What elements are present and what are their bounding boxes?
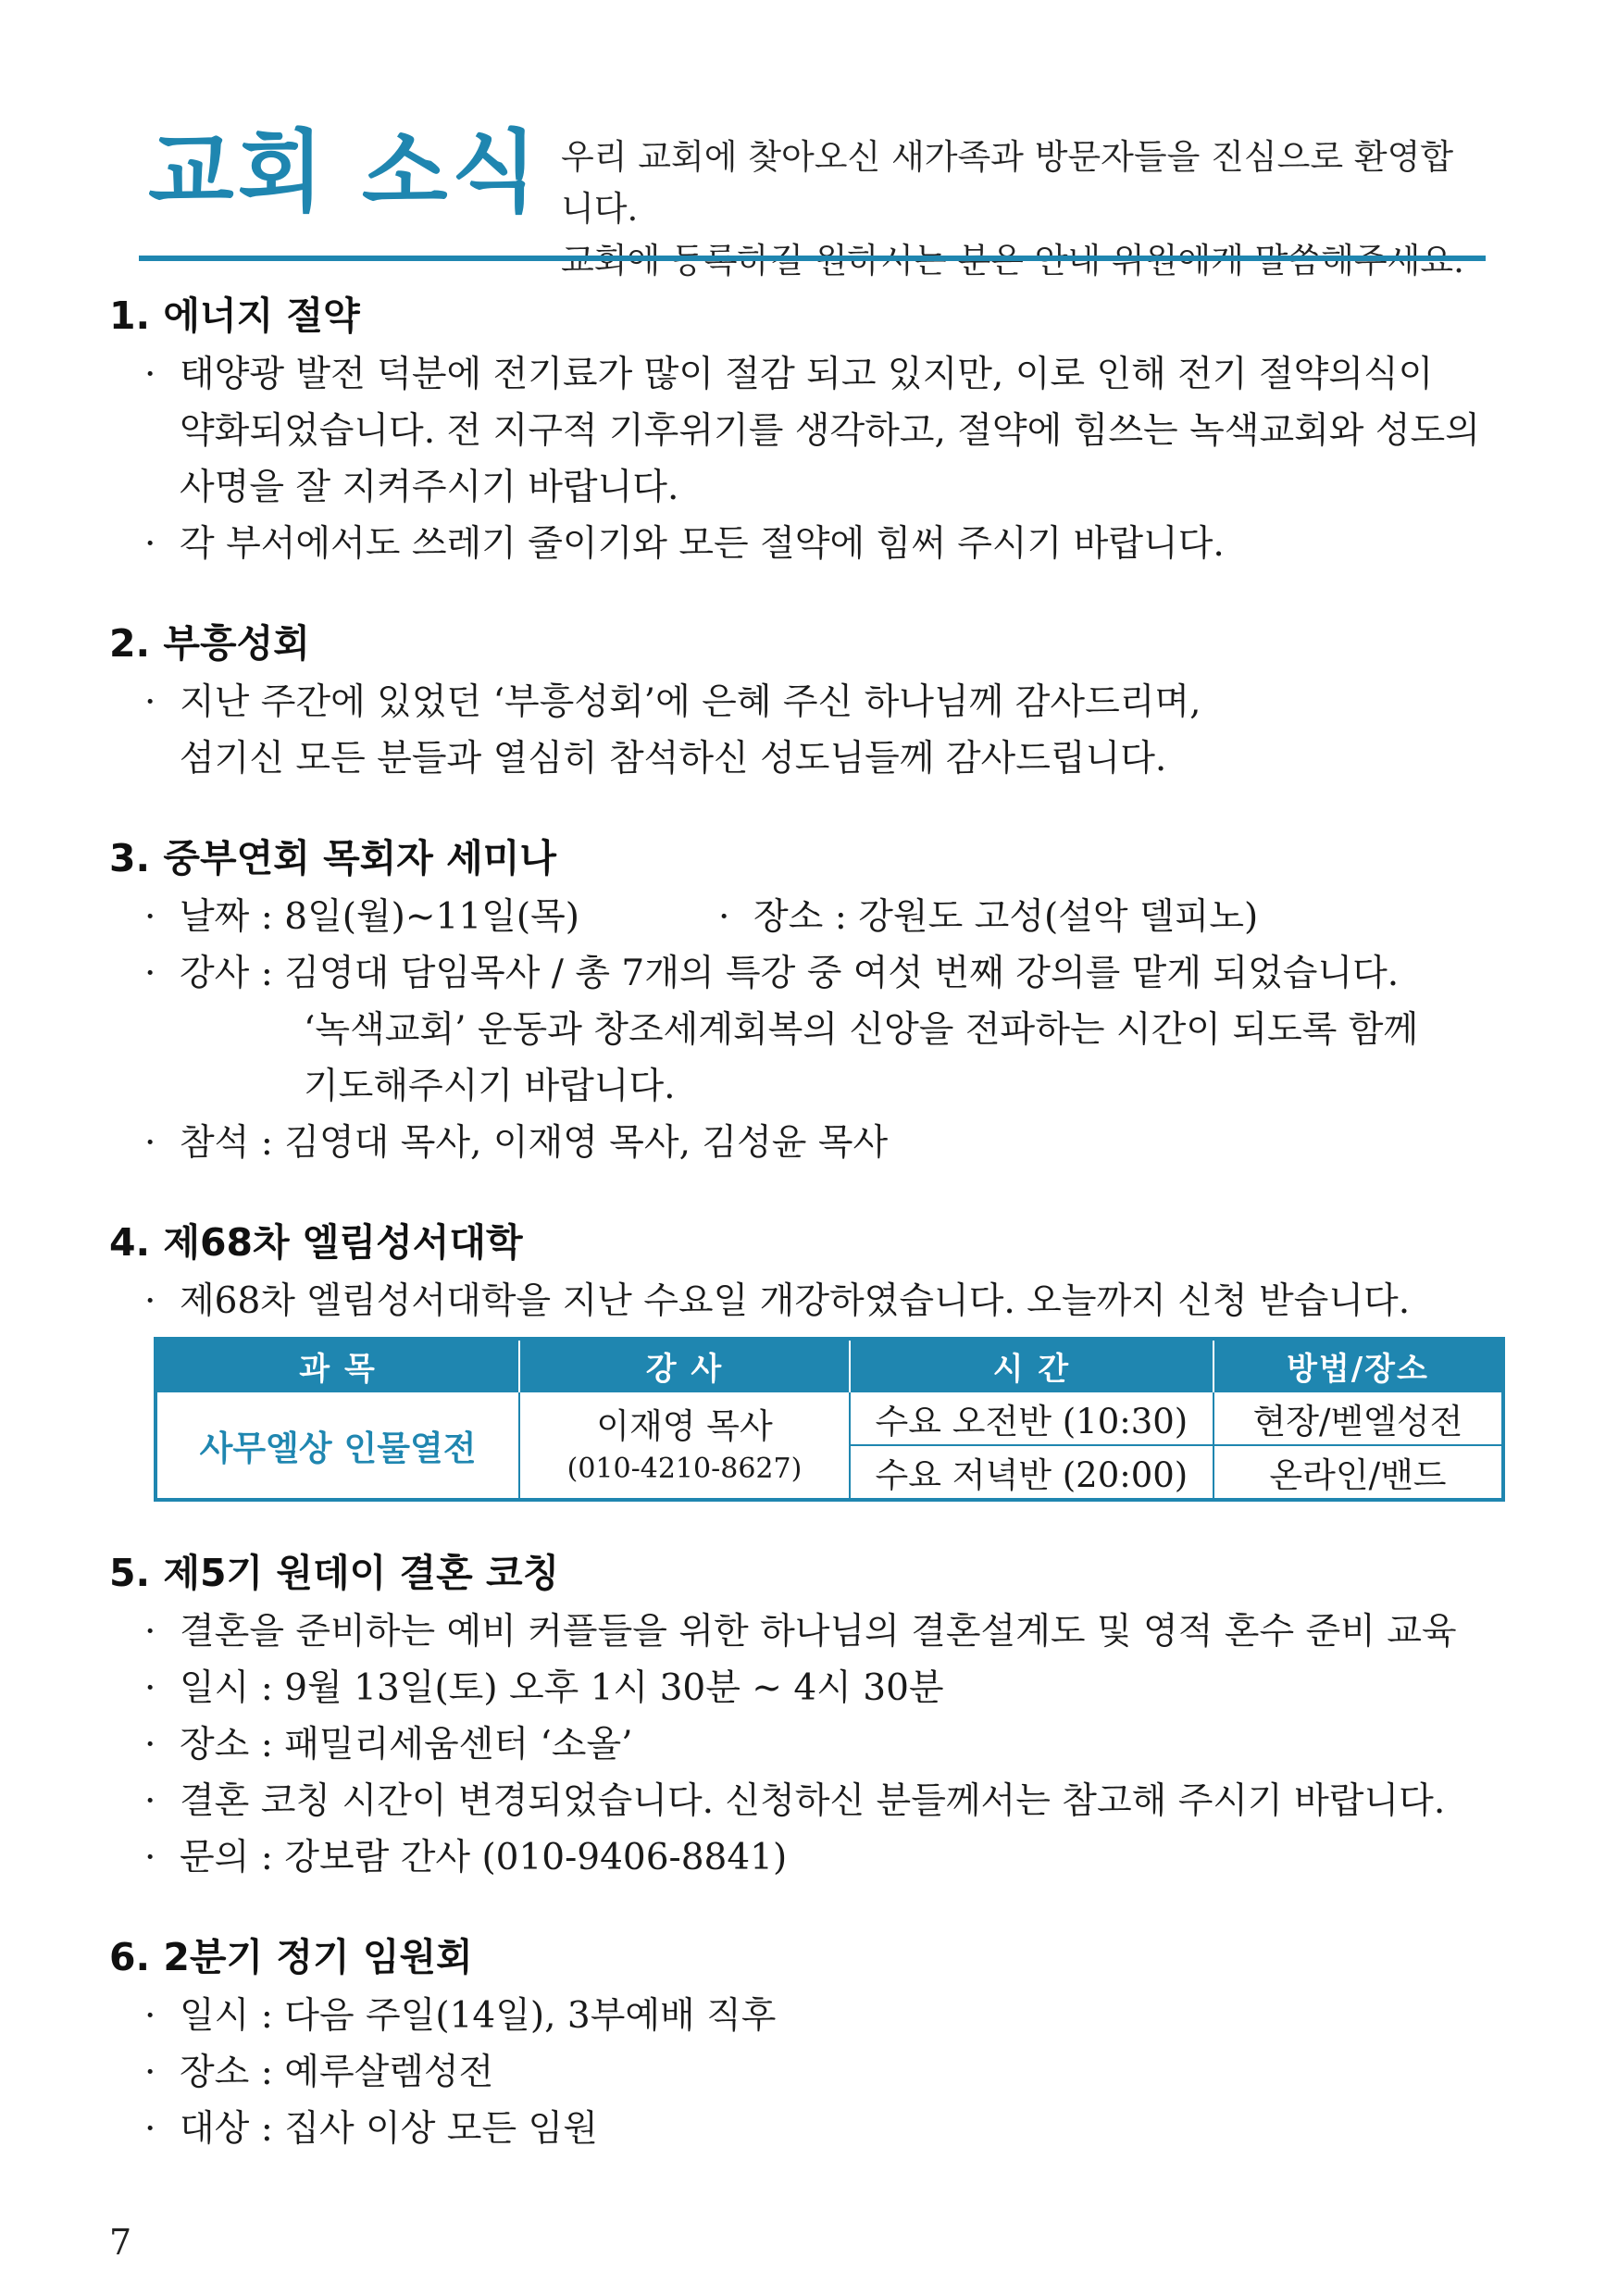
column-header: 방법/장소 (1214, 1339, 1503, 1391)
method-cell: 온라인/밴드 (1214, 1445, 1503, 1500)
list-item-continued: 섬기신 모든 분들과 열심히 참석하신 성도님들께 감사드립니다. (180, 738, 1167, 780)
list-item: · 문의 : 강보람 간사 (010-9406-8841) (109, 1829, 1516, 1886)
section-heading: 3. 중부연회 목회자 세미나 (109, 836, 556, 880)
bullet-dot: · (144, 953, 156, 994)
bullet-dot: · (144, 2108, 156, 2150)
section-pastor-seminar (109, 830, 1516, 1171)
list-item: · 일시 : 9월 13일(토) 오후 1시 30분 ~ 4시 30분 (109, 1660, 1516, 1716)
list-item: · 제68차 엘림성서대학을 지난 수요일 개강하였습니다. 오늘까지 신청 받습니다. (109, 1273, 1516, 1329)
list-item: · 지난 주간에 있었던 ‘부흥성회’에 은혜 주신 하나님께 감사드리며, (109, 674, 1516, 730)
list-item-continued: ‘녹색교회’ 운동과 창조세계회복의 신앙을 전파하는 시간이 되도록 함께 (304, 1009, 1419, 1051)
list-item: · 결혼 코칭 시간이 변경되었습니다. 신청하신 분들께서는 참고해 주시기 바랍니다. (109, 1773, 1516, 1829)
list-item-continued: 약화되었습니다. 전 지구적 기후위기를 생각하고, 절약에 힘쓰는 녹색교회와 성도의 (180, 410, 1480, 452)
teacher-phone: (010-4210-8627) (566, 1453, 803, 1485)
course-name-cell: 사무엘상 인물열전 (156, 1391, 519, 1500)
list-item: · 강사 : 김영대 담임목사 / 총 7개의 특강 중 여섯 번째 강의를 맡게 되었습니다. (109, 945, 1516, 1002)
bullet-dot: · (144, 896, 156, 938)
list-item-continued: 사명을 잘 지켜주시기 바랍니다. (180, 467, 679, 508)
list-item: · 장소 : 예루살렘성전 (109, 2044, 1516, 2101)
list-item-continued: 기도해주시기 바랍니다. (304, 1066, 676, 1107)
seminar-date: 날짜 : 8일(월)~11일(목) (180, 896, 579, 938)
welcome-line-1: 우리 교회에 찾아오신 새가족과 방문자들을 진심으로 환영합니다. (561, 137, 1454, 229)
section-energy-saving (109, 287, 1516, 572)
seminar-place: 장소 : 강원도 고성(설악 델피노) (753, 896, 1259, 938)
list-item: · 결혼을 준비하는 예비 커플들을 위한 하나님의 결혼설계도 및 영적 혼수 준비 교육 (109, 1603, 1516, 1660)
column-header: 시 간 (850, 1339, 1214, 1391)
page-title: 교회 소식 (148, 120, 541, 224)
news-content (109, 287, 1516, 2200)
welcome-message (561, 131, 1481, 287)
page-number: 7 (109, 2222, 132, 2263)
section-board-meeting (109, 1928, 1516, 2157)
teacher-cell (519, 1391, 850, 1500)
table-row (156, 1391, 1503, 1445)
bullet-dot: · (144, 1837, 156, 1878)
section-heading: 1. 에너지 절약 (109, 293, 360, 338)
method-cell: 현장/벧엘성전 (1214, 1391, 1503, 1445)
bullet-dot: · (144, 1780, 156, 1822)
column-header: 과 목 (156, 1339, 519, 1391)
bullet-dot: · (144, 681, 156, 723)
bullet-dot: · (144, 1667, 156, 1709)
list-item: · 참석 : 김영대 목사, 이재영 목사, 김성윤 목사 (109, 1115, 1516, 1171)
column-header: 강 사 (519, 1339, 850, 1391)
section-revival-meeting (109, 615, 1516, 787)
list-item: · 태양광 발전 덕분에 전기료가 많이 절감 되고 있지만, 이로 인해 전기 절약의식이 (109, 346, 1516, 403)
list-item: · 대상 : 집사 이상 모든 임원 (109, 2101, 1516, 2157)
bullet-dot: · (144, 1611, 156, 1653)
list-item: · 각 부서에서도 쓰레기 줄이기와 모든 절약에 힘써 주시기 바랍니다. (109, 516, 1516, 572)
teacher-name: 이재영 목사 (596, 1406, 773, 1446)
section-bible-college (109, 1214, 1516, 1502)
list-item (109, 889, 1516, 945)
bullet-dot: · (717, 896, 730, 938)
page-header (148, 120, 1481, 259)
table-header-row (156, 1339, 1503, 1391)
bullet-dot: · (144, 1122, 156, 1164)
welcome-line-2 (561, 235, 1481, 287)
bullet-dot: · (144, 1280, 156, 1322)
list-item: · 일시 : 다음 주일(14일), 3부예배 직후 (109, 1988, 1516, 2044)
time-cell: 수요 오전반 (10:30) (850, 1391, 1214, 1445)
section-heading: 5. 제5기 원데이 결혼 코칭 (109, 1551, 560, 1595)
bullet-dot: · (144, 1724, 156, 1766)
section-heading: 4. 제68차 엘림성서대학 (109, 1220, 523, 1265)
bullet-dot: · (144, 523, 156, 565)
bullet-dot: · (144, 2052, 156, 2093)
section-heading: 2. 부흥성회 (109, 621, 310, 666)
bullet-dot: · (144, 1995, 156, 2037)
section-heading: 6. 2분기 정기 임원회 (109, 1935, 473, 1979)
time-cell: 수요 저녁반 (20:00) (850, 1445, 1214, 1500)
list-item: · 장소 : 패밀리세움센터 ‘소올’ (109, 1716, 1516, 1773)
header-divider (139, 256, 1486, 261)
section-marriage-coaching (109, 1544, 1516, 1886)
course-table (154, 1337, 1505, 1502)
bullet-dot: · (144, 354, 156, 395)
